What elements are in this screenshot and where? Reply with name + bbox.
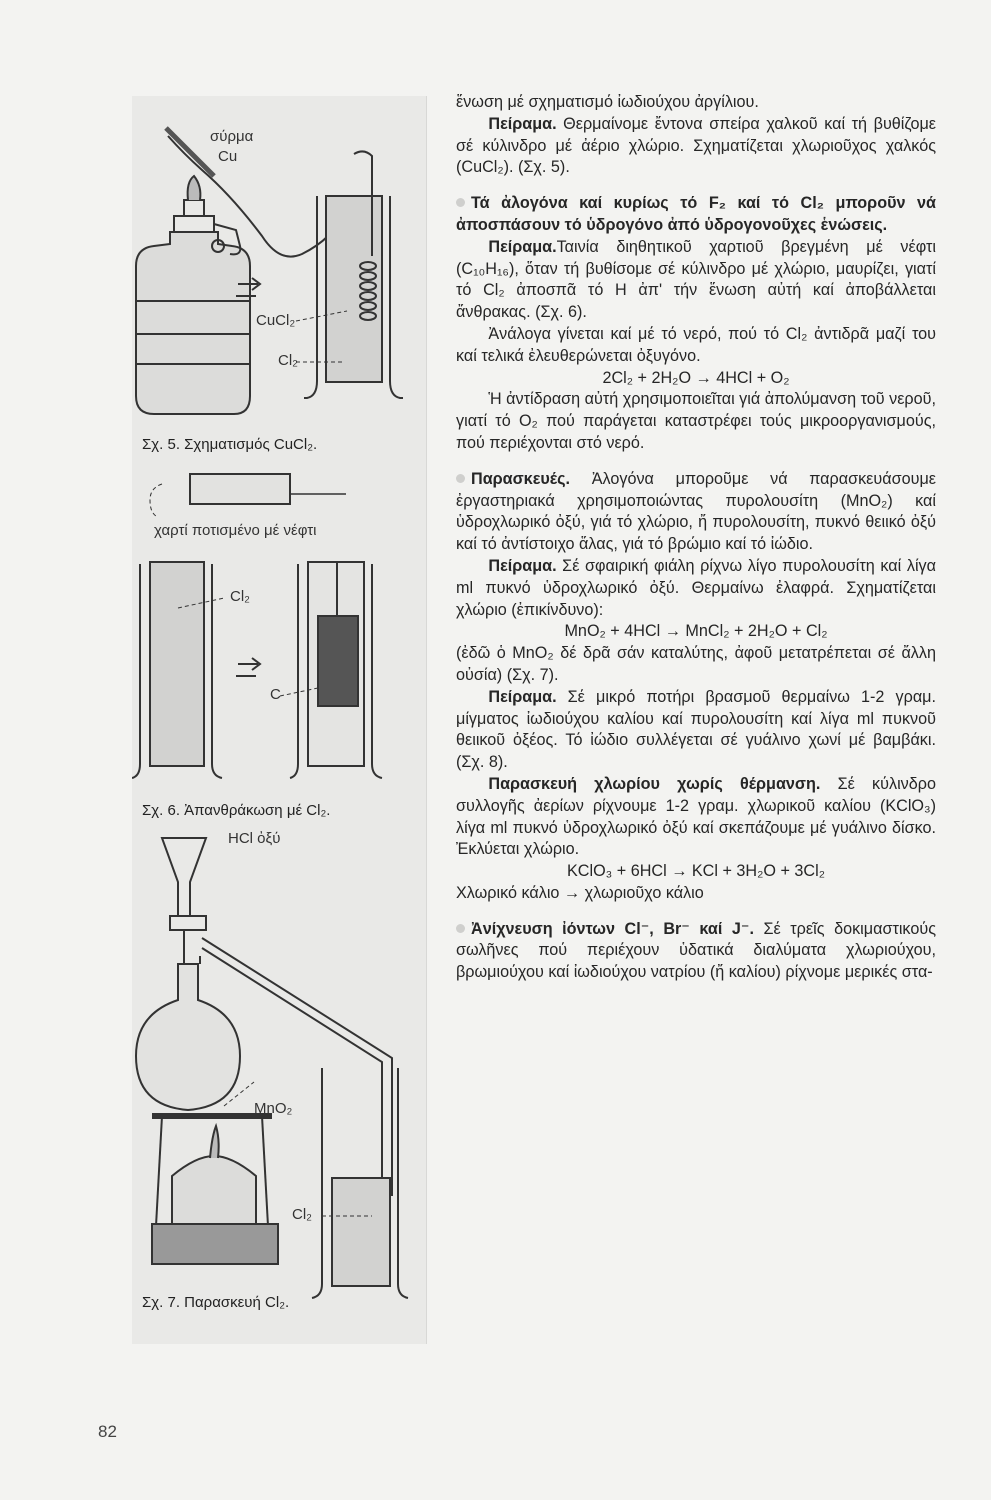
caption-fig7: Σχ. 7. Παρασκευή Cl₂. bbox=[142, 1294, 290, 1311]
caption-fig6: Σχ. 6. Ἀπανθράκωση μέ Cl₂. bbox=[142, 802, 331, 819]
paragraph: Ἀνάλογα γίνεται καί μέ τό νερό, πού τό Cl₂ ἀντιδρᾶ μαζί του καί τελικά ἐλευθερώνεται ὀξυγόνο. bbox=[456, 324, 936, 365]
paragraph: Παρασκευή χλωρίου χωρίς θέρμανση. Σέ κύλινδρο συλλογῆς ἀερίων ρίχνουμε 1-2 γραμ. χλωρικοῦ καλίου (KClO₃) λίγα ml πυκνό ὑδροχλωρικό ὀξύ καί σκεπάζουμε μέ γυάλινο δίσκο. Ἐκλύεται χλώριο. bbox=[456, 774, 936, 859]
label-cucl2: CuCl₂ bbox=[256, 312, 296, 329]
figure-column bbox=[132, 96, 427, 1344]
paragraph: (ἐδῶ ὁ MnO₂ δέ δρᾶ σάν καταλύτης, ἀφοῦ μετατρέπεται σέ ἄλλη οὐσία) (Σχ. 7). bbox=[456, 644, 936, 684]
label-cl2-fig5: Cl₂ bbox=[278, 352, 298, 369]
label-paper: χαρτί ποτισμένο μέ νέφτι bbox=[154, 522, 317, 539]
paragraph: Πείραμα. Σέ μικρό ποτήρι βρασμοῦ θερμαίνω 1-2 γραμ. μίγματος ἰωδιούχου καλίου καί πυρολουσίτη καί λίγα ml πυκνοῦ θειικοῦ ὀξέος. Τό ἰώδιο συλλέγεται σέ γυάλινο χωνί μέ βαμβάκι. (Σχ. 8). bbox=[456, 687, 936, 772]
paragraph: Πείραμα.Ταινία διηθητικοῦ χαρτιοῦ βρεγμένη μέ νέφτι (C₁₀H₁₆), ὅταν τή βυθίσομε σέ κύλινδρο μέ χλώριο, μαυρίζει, γιατί τό Cl₂ ἀποσπᾶ τό H ἀπ' τήν ἕνωση αὐτή καί ἀποβάλλεται ἄνθρακας. (Σχ. 6). bbox=[456, 237, 936, 322]
paragraph: Πείραμα. Σέ σφαιρική φιάλη ρίχνω λίγο πυρολουσίτη καί λίγα ml πυκνό ὑδροχλωρικό ὀξύ. Θερμαίνω ἐλαφρά. Σχηματίζεται χλώριο (ἐπικίνδυνο): bbox=[456, 556, 936, 619]
caption-fig5: Σχ. 5. Σχηματισμός CuCl₂. bbox=[142, 436, 318, 453]
label-cu: Cu bbox=[218, 148, 238, 165]
body-text bbox=[456, 92, 936, 984]
page-number: 82 bbox=[98, 1422, 117, 1441]
label-hcl: HCl ὀξύ bbox=[228, 830, 281, 847]
paragraph-bold: Τά ἀλογόνα καί κυρίως τό F₂ καί τό Cl₂ μποροῦν νά ἀποσπάσουν τό ὑδρογόνο ἀπό ὑδρογονοῦχες ἑνώσεις. bbox=[456, 194, 936, 234]
equation: 2Cl₂ + 2H₂O → 4HCl + O₂ bbox=[602, 368, 790, 387]
figures-illustration bbox=[132, 96, 426, 1344]
bullet-icon bbox=[456, 924, 465, 933]
bullet-icon bbox=[456, 474, 465, 483]
paragraph: Πείραμα. Θερμαίνομε ἔντονα σπείρα χαλκοῦ καί τή βυθίζομε σέ κύλινδρο μέ ἀέριο χλώριο. Σχηματίζεται χλωριοῦχος χαλκός (CuCl₂). (Σχ. 5). bbox=[456, 114, 936, 177]
label-c: C bbox=[270, 686, 281, 703]
equation-names: Χλωρικό κάλιο → χλωριοῦχο κάλιο bbox=[456, 883, 704, 902]
bullet-icon bbox=[456, 198, 465, 207]
label-cl2-fig7: Cl₂ bbox=[292, 1206, 312, 1223]
label-mno2: MnO₂ bbox=[254, 1100, 293, 1117]
paragraph: Ἀνίχνευση ἰόντων Cl⁻, Br⁻ καί J⁻. Σέ τρεῖς δοκιμαστικούς σωλῆνες πού περιέχουν ὑδατικά διαλύματα χλωριούχου, βρωμιούχου καί ἰωδιούχου νατρίου (ἤ καλίου) ρίχνομε μερικές στα- bbox=[456, 919, 936, 982]
paragraph: ἕνωση μέ σχηματισμό ἰωδιούχου ἀργίλιου. bbox=[456, 93, 759, 111]
paragraph: Ἡ ἀντίδραση αὐτή χρησιμοποιεῖται γιά ἀπολύμανση τοῦ νεροῦ, γιατί τό O₂ πού παράγεται καταστρέφει τούς μικροοργανισμούς, πού περιέχονται στό νερό. bbox=[456, 390, 936, 452]
label-cl2-fig6: Cl₂ bbox=[230, 588, 250, 605]
equation: KClO₃ + 6HCl → KCl + 3H₂O + 3Cl₂ bbox=[567, 862, 825, 881]
label-wire: σύρμα bbox=[210, 128, 254, 145]
equation: MnO₂ + 4HCl → MnCl₂ + 2H₂O + Cl₂ bbox=[564, 622, 828, 641]
paragraph: Παρασκευές. Ἀλογόνα μποροῦμε νά παρασκευάσουμε ἐργαστηριακά χρησιμοποιώντας πυρολουσίτη (MnO₂) καί ὑδροχλωρικό ὀξύ, γιά τό χλώριο, ἤ πυρολουσίτη, πυκνό θειικό ὀξύ καί τό ἀντίστοιχο ἅλας, γιά τό βρώμιο καί τό ἰώδιο. bbox=[456, 469, 936, 554]
